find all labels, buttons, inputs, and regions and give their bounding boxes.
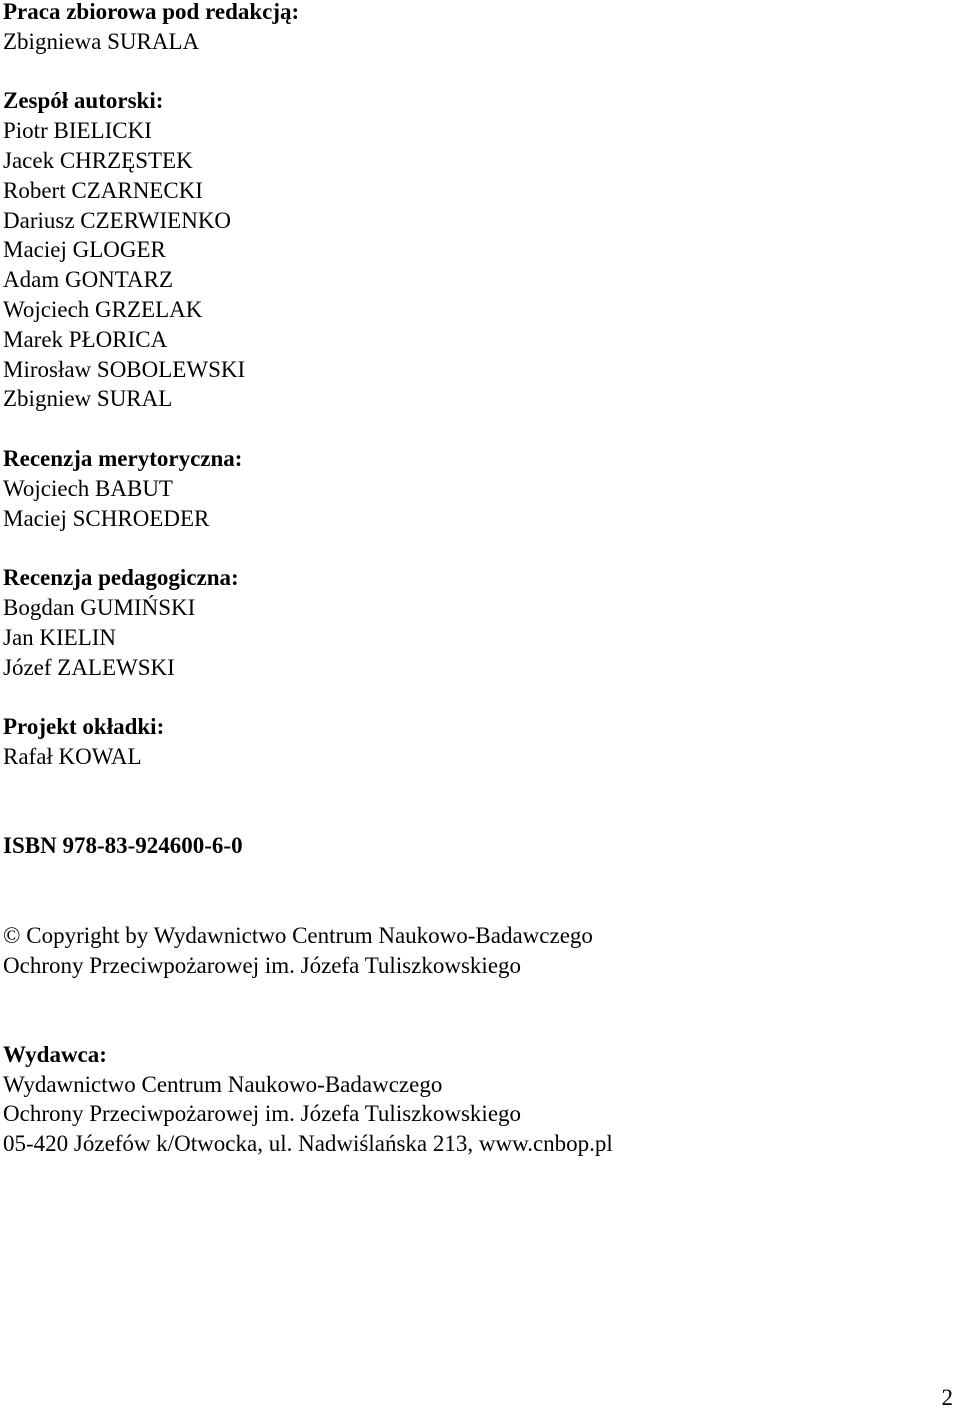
pedagogical-review-section	[3, 563, 943, 682]
section-spacer	[3, 533, 943, 563]
editor-name: Zbigniewa SURALA	[3, 28, 200, 54]
section-spacer	[3, 861, 943, 921]
section-spacer	[3, 682, 943, 712]
copyright-line-2: Ochrony Przeciwpożarowej im. Józefa Tuliszkowskiego	[3, 952, 522, 978]
cover-design-heading: Projekt okładki:	[3, 714, 165, 740]
imprint-page	[3, 0, 943, 1159]
author-name: Mirosław SOBOLEWSKI	[3, 356, 246, 382]
author-name: Maciej GLOGER	[3, 237, 166, 263]
pedagogical-review-heading: Recenzja pedagogiczna:	[3, 565, 239, 591]
author-name: Wojciech GRZELAK	[3, 296, 203, 322]
copyright-text: Copyright by Wydawnictwo Centrum Naukowo-Badawczego	[20, 922, 593, 948]
reviewer-name: Wojciech BABUT	[3, 475, 173, 501]
section-spacer	[3, 772, 943, 832]
reviewer-name: Maciej SCHROEDER	[3, 505, 210, 531]
author-name: Jacek CHRZĘSTEK	[3, 147, 193, 173]
publisher-address: 05-420 Józefów k/Otwocka, ul. Nadwiślańska 213, www.cnbop.pl	[3, 1131, 613, 1157]
editors-heading: Praca zbiorowa pod redakcją:	[3, 0, 300, 24]
authors-section	[3, 86, 943, 414]
section-spacer	[3, 980, 943, 1040]
section-spacer	[3, 57, 943, 87]
author-name: Zbigniew SURAL	[3, 386, 173, 412]
publisher-heading: Wydawca:	[3, 1041, 107, 1067]
reviewer-name: Bogdan GUMIŃSKI	[3, 594, 196, 620]
author-name: Marek PŁORICA	[3, 326, 168, 352]
editors-section	[3, 0, 943, 57]
isbn: ISBN 978-83-924600-6-0	[3, 833, 243, 859]
authors-heading: Zespół autorski:	[3, 88, 164, 114]
substantive-review-section	[3, 444, 943, 533]
designer-name: Rafał KOWAL	[3, 743, 142, 769]
copyright-section	[3, 921, 943, 981]
author-name: Robert CZARNECKI	[3, 177, 203, 203]
reviewer-name: Józef ZALEWSKI	[3, 654, 175, 680]
author-name: Piotr BIELICKI	[3, 118, 152, 144]
substantive-review-heading: Recenzja merytoryczna:	[3, 445, 243, 471]
publisher-section	[3, 1040, 943, 1159]
section-spacer	[3, 414, 943, 444]
copyright-line-1	[3, 921, 943, 951]
publisher-line: Ochrony Przeciwpożarowej im. Józefa Tuliszkowskiego	[3, 1101, 522, 1127]
page-number: 2	[941, 1385, 953, 1410]
author-name: Dariusz CZERWIENKO	[3, 207, 232, 233]
reviewer-name: Jan KIELIN	[3, 624, 117, 650]
publisher-line: Wydawnictwo Centrum Naukowo-Badawczego	[3, 1071, 443, 1097]
copyright-symbol-icon: ©	[3, 922, 21, 948]
cover-design-section	[3, 712, 943, 772]
author-name: Adam GONTARZ	[3, 267, 173, 293]
